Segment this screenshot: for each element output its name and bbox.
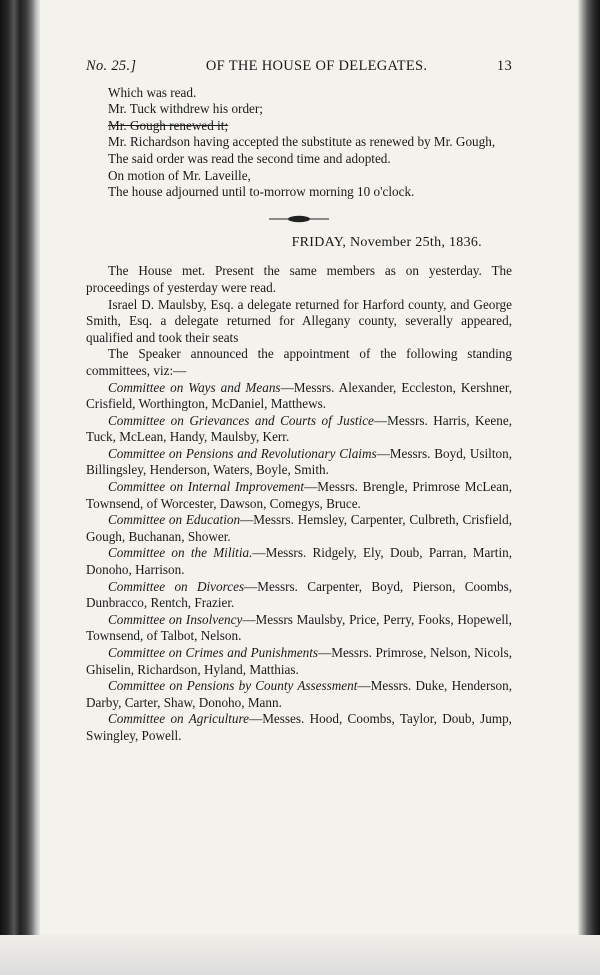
committee-members: —Messes. Hood, Coombs, Taylor, Doub, Jump, Swingley, Powell. (86, 711, 512, 743)
scan-edge-shadow-right (578, 0, 600, 975)
committee-name: Committee on Insolvency (108, 611, 243, 627)
ornamental-divider (269, 213, 329, 225)
committee-name: Committee on Divorces (108, 578, 245, 594)
proceeding-line: The said order was read the second time and adopted. (108, 150, 391, 166)
proceeding-line-struck: Mr. Gough renewed it; (108, 117, 229, 133)
committee-members: —Messrs. Ridgely, Ely, Doub, Parran, Martin, Donoho, Harrison. (86, 545, 512, 578)
body-paragraph: Israel D. Maulsby, Esq. a delegate returned for Harford county, and George Smith, Esq. a delegate returned for Allegany county, severally appeared, qualified and took their seats (86, 296, 512, 345)
committee-name: Committee on Pensions and Revolutionary Claims (108, 445, 377, 461)
committee-entry (86, 678, 512, 711)
scan-binding-shadow-left (0, 0, 40, 975)
scan-edge-bottom (0, 935, 600, 975)
page-number: 13 (496, 58, 512, 74)
proceeding-line: Which was read. (108, 84, 197, 100)
committee-name: Committee on Education (108, 512, 241, 528)
committee-members: —Messrs. Harris, Keene, Tuck, McLean, Handy, Maulsby, Kerr. (86, 412, 512, 445)
committee-name: Committee on Agriculture (108, 711, 250, 727)
committee-members: —Messrs. Hemsley, Carpenter, Culbreth, Crisfield, Gough, Buchanan, Shower. (86, 512, 512, 544)
committee-name: Committee on Crimes and Punishments (108, 645, 319, 660)
running-header (86, 58, 512, 75)
committee-name: Committee on the Militia. (108, 545, 253, 561)
proceeding-line: Mr. Tuck withdrew his order; (108, 101, 263, 117)
committee-name: Committee on Internal Improvement (108, 479, 305, 495)
committee-members: —Messrs Maulsby, Price, Perry, Fooks, Hopewell, Townsend, of Talbot, Nelson. (86, 611, 512, 644)
committee-entry (86, 711, 512, 744)
committee-entry (86, 545, 512, 578)
committee-entry (86, 380, 512, 413)
committee-members: —Messrs. Carpenter, Boyd, Pierson, Coombs, Dunbracco, Rentch, Frazier. (86, 578, 512, 611)
committee-entry (86, 512, 512, 545)
committee-entry (86, 446, 512, 479)
document-number: No. 25.] (86, 58, 137, 74)
committee-members: —Messrs. Primrose, Nelson, Nicols, Ghiselin, Richardson, Hyland, Matthias. (86, 645, 512, 677)
committee-members: —Messrs. Brengle, Primrose McLean, Townsend, of Worcester, Dawson, Comegys, Bruce. (86, 479, 512, 511)
committee-entry (86, 645, 512, 678)
committee-name: Committee on Pensions by County Assessment (108, 678, 358, 694)
committee-entry (86, 612, 512, 645)
page-content (86, 58, 512, 745)
committee-name: Committee on Grievances and Courts of Justice (108, 412, 374, 428)
proceeding-line: Mr. Richardson having accepted the substitute as renewed by Mr. Gough, (108, 134, 496, 150)
committee-list (86, 380, 512, 745)
proceeding-line: On motion of Mr. Laveille, (108, 167, 251, 183)
running-title: OF THE HOUSE OF DELEGATES. (205, 58, 428, 74)
committee-entry (86, 413, 512, 446)
body-paragraph: The House met. Present the same members as on yesterday. The proceedings of yesterday were read. (86, 263, 512, 295)
committee-members: —Messrs. Boyd, Usilton, Billingsley, Henderson, Waters, Boyle, Smith. (86, 445, 512, 478)
committee-members: —Messrs. Alexander, Eccleston, Kershner, Crisfield, Worthington, McDaniel, Matthews. (86, 379, 512, 412)
proceeding-line: The house adjourned until to-morrow morning 10 o'clock. (108, 184, 415, 200)
committee-name: Committee on Ways and Means (108, 379, 281, 395)
date-heading: FRIDAY, November 25th, 1836. (291, 234, 482, 250)
committee-entry (86, 479, 512, 512)
committee-entry (86, 579, 512, 612)
body-paragraph: The Speaker announced the appointment of the following standing committees, viz:— (86, 346, 512, 378)
committee-members: —Messrs. Duke, Henderson, Darby, Carter, Shaw, Donoho, Mann. (86, 678, 512, 710)
